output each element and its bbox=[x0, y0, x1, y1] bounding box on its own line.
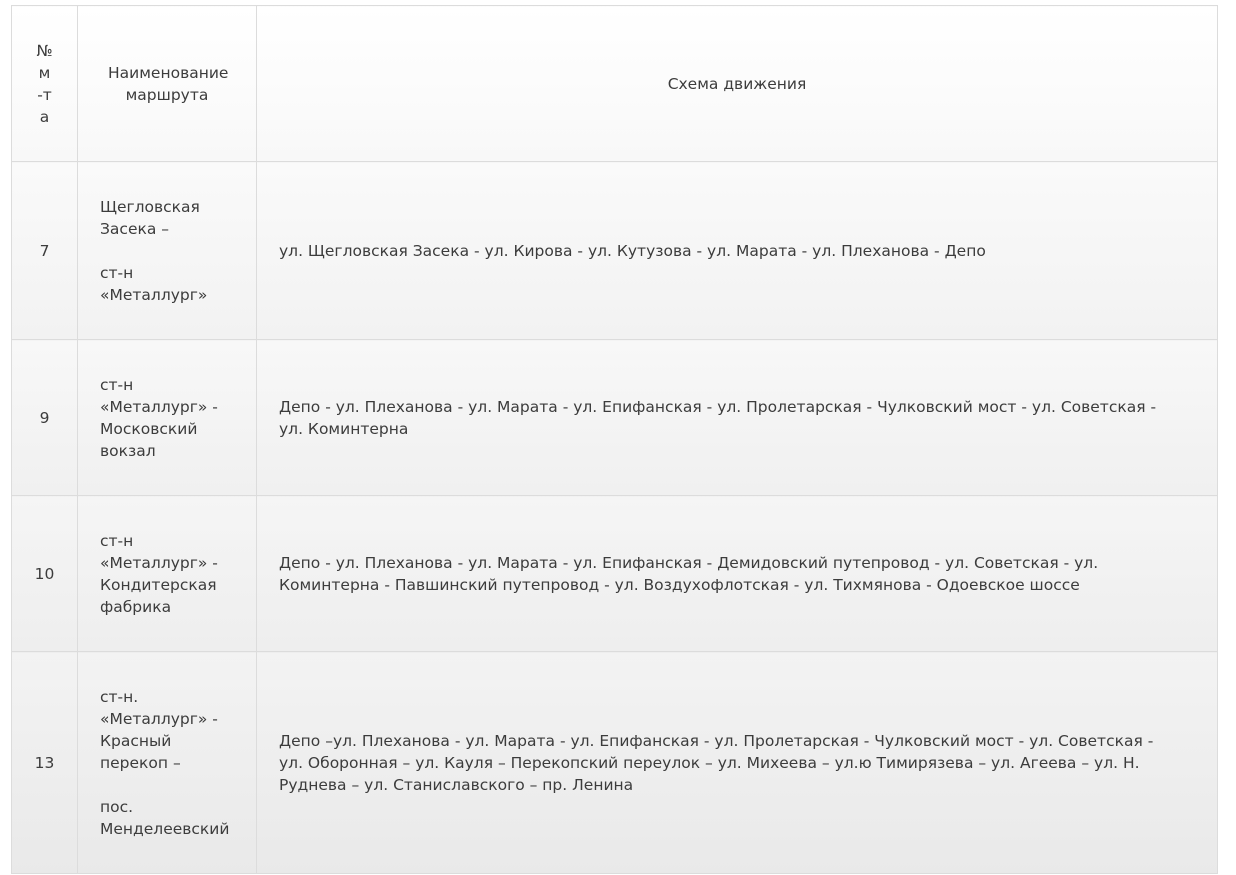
route-name-line: «Металлург» - bbox=[100, 397, 218, 416]
header-number-line: № bbox=[36, 41, 53, 60]
route-name-line: «Металлург» - bbox=[100, 709, 218, 728]
header-route-name bbox=[78, 6, 257, 162]
route-scheme: Депо - ул. Плеханова - ул. Марата - ул. Епифанская - Демидовский путепровод - ул. Советская - ул. Коминтерна - Павшинский путепровод - ул. Воздухофлотская - ул. Тихмянова - Одоевское шоссе bbox=[257, 496, 1218, 652]
route-name-line: Красный bbox=[100, 731, 172, 750]
route-name-line: ст-н bbox=[100, 531, 134, 550]
routes-table bbox=[11, 5, 1218, 874]
header-route-scheme bbox=[257, 6, 1218, 162]
route-name-line: перекоп – bbox=[100, 753, 181, 772]
route-name-line: Кондитерская bbox=[100, 575, 217, 594]
route-name-line: Щегловская bbox=[100, 197, 200, 216]
route-number: 7 bbox=[12, 162, 78, 340]
route-number: 9 bbox=[12, 340, 78, 496]
header-number-line: а bbox=[39, 107, 50, 126]
table-row bbox=[12, 496, 1218, 652]
route-name bbox=[78, 652, 257, 874]
table-row bbox=[12, 652, 1218, 874]
route-name-line: пос. bbox=[100, 797, 134, 816]
header-route-scheme-label: Схема движения bbox=[667, 74, 807, 93]
route-name-line: Московский bbox=[100, 419, 198, 438]
route-name-line: Менделеевский bbox=[100, 819, 230, 838]
route-name-line: «Металлург» bbox=[100, 285, 208, 304]
header-route-name-label: Наименование маршрута bbox=[108, 63, 229, 104]
header-number-line: -т bbox=[37, 85, 52, 104]
route-name-line: ст-н bbox=[100, 263, 134, 282]
route-name-line: ст-н bbox=[100, 375, 134, 394]
route-name-spacer bbox=[100, 240, 246, 262]
route-name-line: вокзал bbox=[100, 441, 156, 460]
route-name-line: Засека – bbox=[100, 219, 170, 238]
route-name-line: фабрика bbox=[100, 597, 172, 616]
header-route-number bbox=[12, 6, 78, 162]
table-row bbox=[12, 162, 1218, 340]
route-scheme: Депо - ул. Плеханова - ул. Марата - ул. Епифанская - ул. Пролетарская - Чулковский мост - ул. Советская - ул. Коминтерна bbox=[257, 340, 1218, 496]
route-name-spacer bbox=[100, 774, 246, 796]
table-row bbox=[12, 340, 1218, 496]
route-scheme: ул. Щегловская Засека - ул. Кирова - ул. Кутузова - ул. Марата - ул. Плеханова - Депо bbox=[257, 162, 1218, 340]
route-number: 13 bbox=[12, 652, 78, 874]
route-scheme: Депо –ул. Плеханова - ул. Марата - ул. Епифанская - ул. Пролетарская - Чулковский мост - ул. Советская - ул. Оборонная – ул. Кауля – Перекопский переулок – ул. Михеева – ул.ю Тимирязева – ул. Агеева – ул. Н. Руднева – ул. Станиславского – пр. Ленина bbox=[257, 652, 1218, 874]
table-header-row bbox=[12, 6, 1218, 162]
route-name bbox=[78, 496, 257, 652]
route-name-line: «Металлург» - bbox=[100, 553, 218, 572]
route-name bbox=[78, 162, 257, 340]
route-name-line: ст-н. bbox=[100, 687, 139, 706]
header-number-line: м bbox=[38, 63, 51, 82]
route-number: 10 bbox=[12, 496, 78, 652]
route-name bbox=[78, 340, 257, 496]
